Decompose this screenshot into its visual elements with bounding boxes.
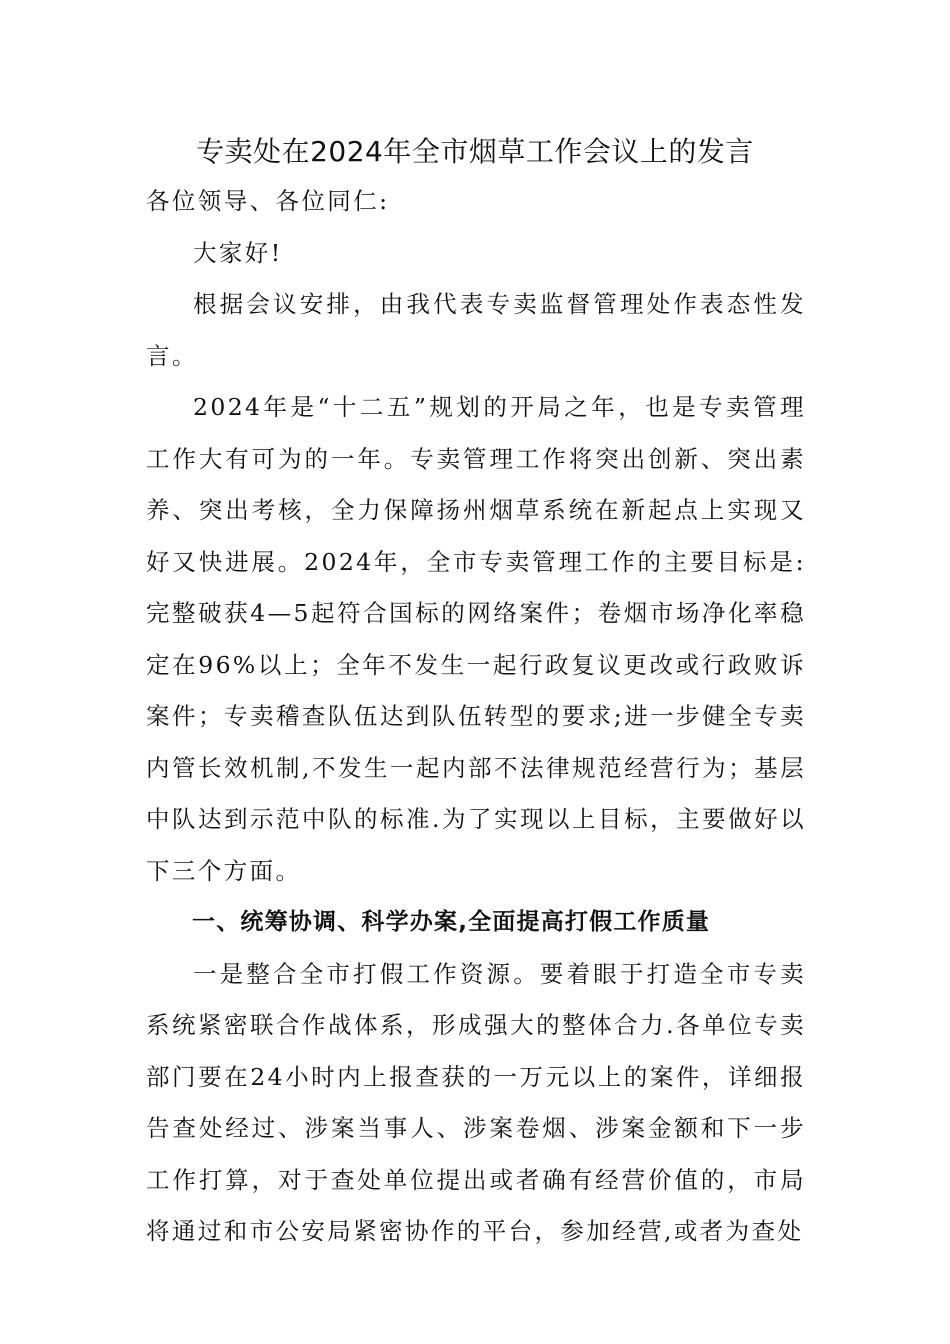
paragraph-goals: 2024年是“十二五”规划的开局之年，也是专卖管理工作大有可为的一年。专卖管理工作将突出创新、突出素养、突出考核，全力保障扬州烟草系统在新起点上实现又好又快进展。2024年，全市专卖管理工作的主要目标是:完整破获4—5起符合国标的网络案件；卷烟市场净化率稳定在96%以上；全年不发生一起行政复议更改或行政败诉案件；专卖稽查队伍达到队伍转型的要求;进一步健全专卖内管长效机制,不发生一起内部不法律规范经营行为；基层中队达到示范中队的标准.为了实现以上目标，主要做好以下三个方面。 — [146, 393, 806, 885]
document-title: 专卖处在2024年全市烟草工作会议上的发言 — [196, 135, 754, 168]
document-body — [146, 176, 806, 1258]
paragraph-intro: 根据会议安排，由我代表专卖监督管理处作表态性发言。 — [146, 290, 806, 370]
paragraph-section-1: 一是整合全市打假工作资源。要着眼于打造全市专卖系统紧密联合作战体系，形成强大的整体合力.各单位专卖部门要在24小时内上报查获的一万元以上的案件，详细报告查处经过、涉案当事人、涉案卷烟、涉案金额和下一步工作打算，对于查处单位提出或者确有经营价值的，市局将通过和市公安局紧密协作的平台，参加经营,或者为查处 — [146, 959, 806, 1245]
section-heading: 一、统筹协调、科学办案,全面提高打假工作质量 — [192, 909, 711, 935]
salutation: 各位领导、各位同仁: — [146, 187, 390, 215]
greeting: 大家好! — [193, 238, 283, 267]
